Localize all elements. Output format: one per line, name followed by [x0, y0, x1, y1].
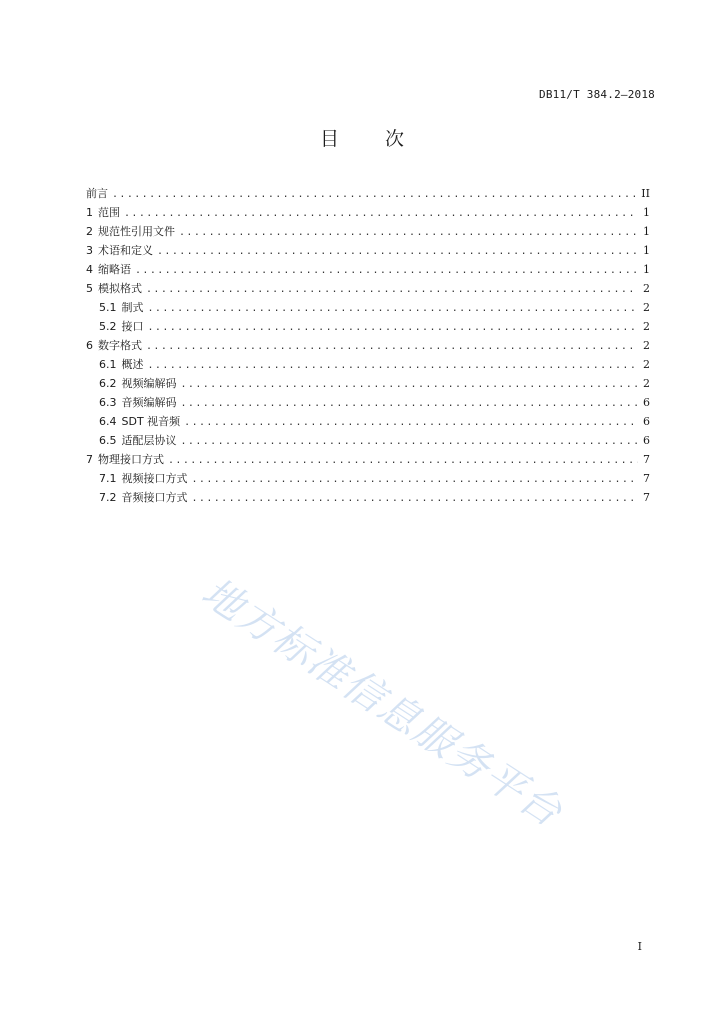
toc-entry-label: 前言	[86, 187, 108, 200]
toc-entry-label: 适配层协议	[121, 434, 177, 447]
dot-leader	[168, 451, 638, 470]
toc-entry-label: 术语和定义	[98, 244, 153, 257]
toc-entry-page: 6	[643, 415, 650, 428]
toc-entry-page: 2	[643, 301, 650, 314]
toc-entry[interactable]	[86, 184, 650, 203]
dot-leader	[146, 337, 638, 356]
toc-entry-number: 3	[86, 244, 93, 257]
toc-entry[interactable]	[86, 260, 650, 279]
page-number: I	[637, 940, 642, 953]
dot-leader	[112, 185, 637, 204]
toc-entry-number: 4	[86, 263, 93, 276]
toc-entry-number: 6	[86, 339, 93, 352]
dot-leader	[146, 280, 638, 299]
toc-entry-page: 7	[643, 472, 650, 485]
toc-entry[interactable]	[86, 412, 650, 431]
watermark: 地方标准信息服务平台	[193, 569, 571, 837]
toc-entry[interactable]	[86, 241, 650, 260]
toc-entry-label: 视频接口方式	[121, 472, 188, 485]
toc-entry-number: 7.1	[99, 472, 117, 485]
toc-entry-label: 制式	[121, 301, 144, 314]
dot-leader	[181, 432, 639, 451]
toc-entry-page: 2	[643, 339, 650, 352]
toc-entry[interactable]	[86, 298, 650, 317]
toc-entry-page: 6	[643, 434, 650, 447]
toc-entry[interactable]	[86, 393, 650, 412]
toc-entry-number: 5	[86, 282, 93, 295]
toc-entry[interactable]	[86, 222, 650, 241]
toc-entry-label: 视频编解码	[121, 377, 177, 390]
toc-entry-number: 6.3	[99, 396, 117, 409]
dot-leader	[181, 394, 639, 413]
toc-entry[interactable]	[86, 203, 650, 222]
toc-entry-number: 6.5	[99, 434, 117, 447]
toc-entry-page: 7	[643, 453, 650, 466]
toc-entry-page: 2	[643, 358, 650, 371]
dot-leader	[148, 318, 639, 337]
toc-entry-label: 模拟格式	[98, 282, 142, 295]
dot-leader	[148, 356, 639, 375]
toc-entry[interactable]	[86, 431, 650, 450]
toc-entry[interactable]	[86, 355, 650, 374]
toc-entry-number: 1	[86, 206, 93, 219]
toc-entry-label: 缩略语	[98, 263, 131, 276]
toc-entry-page: 6	[643, 396, 650, 409]
toc-entry-page: 7	[643, 491, 650, 504]
dot-leader	[148, 299, 639, 318]
toc-entry-number: 5.1	[99, 301, 117, 314]
toc-entry-number: 6.2	[99, 377, 117, 390]
toc-entry[interactable]	[86, 450, 650, 469]
toc-entry-number: 7	[86, 453, 93, 466]
toc-entry-page: 2	[643, 282, 650, 295]
toc-entry[interactable]	[86, 488, 650, 507]
toc-entry[interactable]	[86, 279, 650, 298]
toc-entry-label: 规范性引用文件	[98, 225, 175, 238]
toc-entry-number: 7.2	[99, 491, 117, 504]
dot-leader	[192, 489, 639, 508]
dot-leader	[179, 223, 638, 242]
toc-entry-number: 6.1	[99, 358, 117, 371]
toc-entry-label: 数字格式	[98, 339, 142, 352]
toc-entry-page: 1	[643, 244, 650, 257]
toc-entry-label: 概述	[121, 358, 144, 371]
table-of-contents	[86, 184, 650, 507]
dot-leader	[181, 375, 639, 394]
dot-leader	[135, 261, 638, 280]
toc-entry[interactable]	[86, 374, 650, 393]
toc-entry-number: 2	[86, 225, 93, 238]
dot-leader	[157, 242, 638, 261]
standard-code: DB11/T 384.2—2018	[539, 88, 655, 101]
toc-entry-number: 5.2	[99, 320, 117, 333]
toc-title: 目 次	[319, 128, 425, 150]
toc-entry-label: 音频编解码	[121, 396, 177, 409]
toc-entry[interactable]	[86, 317, 650, 336]
toc-entry[interactable]	[86, 336, 650, 355]
dot-leader	[184, 413, 638, 432]
toc-entry[interactable]	[86, 469, 650, 488]
dot-leader	[192, 470, 639, 489]
toc-entry-number: 6.4	[99, 415, 117, 428]
toc-entry-page: 1	[643, 225, 650, 238]
toc-entry-label: 接口	[121, 320, 144, 333]
toc-entry-label: 范围	[98, 206, 120, 219]
dot-leader	[124, 204, 638, 223]
toc-entry-label: 音频接口方式	[121, 491, 188, 504]
toc-entry-page: 1	[643, 263, 650, 276]
toc-entry-label: SDT 视音频	[121, 415, 181, 428]
toc-entry-label: 物理接口方式	[98, 453, 164, 466]
toc-entry-page: 1	[643, 206, 650, 219]
toc-entry-page: II	[641, 187, 650, 200]
toc-entry-page: 2	[643, 377, 650, 390]
toc-entry-page: 2	[643, 320, 650, 333]
